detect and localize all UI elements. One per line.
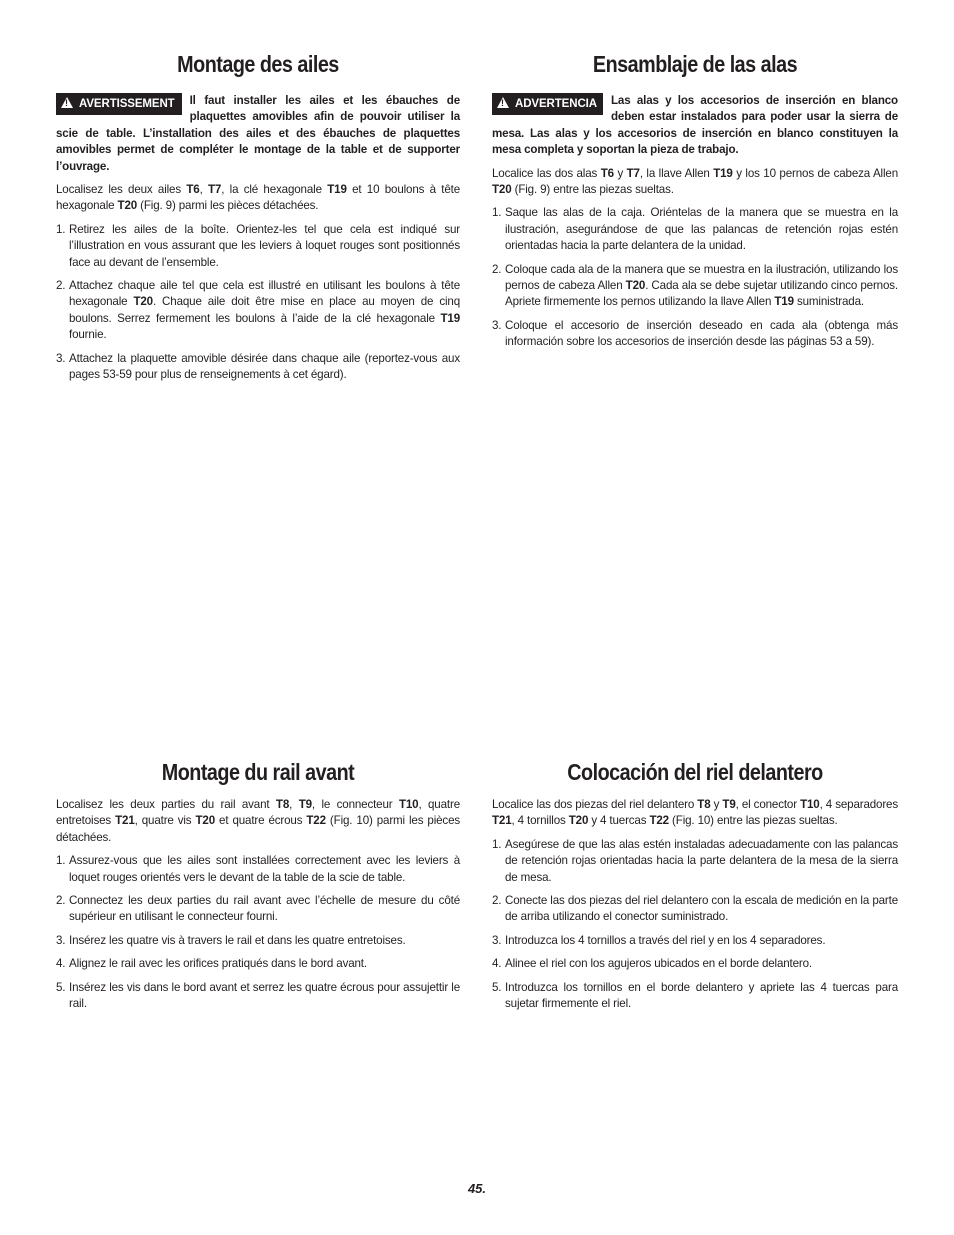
part-code: T19 [440,311,460,325]
warning-badge [492,93,603,115]
text-run: Coloque el accesorio de inserción deseado en cada ala (obtenga más información sobre los accesorios de inserción desde las páginas 53 a 59). [505,318,898,349]
text-run: Localice las dos piezas del riel delantero [492,798,698,811]
text-run: Insérez les vis dans le bord avant et serrez les quatre écrous pour assujettir le rail. [69,980,460,1011]
text-run: Asegúrese de que las alas estén instaladas adecuadamente con las palancas de retención rojas orientadas hacia la parte delantera de la mesa de la sierra de mesa. [505,837,898,884]
part-code: T21 [492,814,512,828]
warning-badge [56,93,182,115]
part-code: T19 [327,183,347,197]
text-run: y los 10 pernos de cabeza Allen [732,166,898,180]
section-title: Montage des ailes [177,51,339,77]
step-item [56,351,460,384]
step-number: 2. [492,262,502,276]
intro-paragraph [56,797,460,846]
warning-block [492,93,898,159]
text-run: Coloque cada ala de la manera que se muestra en la ilustración, utilizando los pernos de cabeza Allen [505,262,898,293]
text-run: y 4 tuercas [588,814,650,828]
part-code: T20 [568,814,589,828]
step-number: 2. [56,279,66,293]
text-run: Connectez les deux parties du rail avant avec l’échelle de mesure du côté supérieur en utilisant le connecteur fourni. [69,894,460,924]
part-code: T8 [275,798,290,811]
part-code: T10 [398,798,419,811]
warning-triangle-icon [61,97,73,108]
step-item [492,205,898,254]
part-code: T19 [713,166,733,180]
step-number: 3. [492,933,502,947]
step-number: 3. [56,933,66,947]
step-item [492,262,898,311]
section-fr-wings [56,50,460,391]
step-number: 4. [492,957,502,971]
part-code: T20 [492,183,512,197]
step-item [56,278,460,344]
text-run: , quatre entretoises [56,798,460,828]
text-run: Saque las alas de la caja. Oriéntelas de la manera que se muestra en la ilustración, asegurándose de que las palancas de retención rojas estén orientadas hacia la parte delantera de la unidad. [505,206,898,253]
text-run: Attachez chaque aile tel que cela est illustré en utilisant les boulons à tête hexagonale [69,279,460,309]
part-code: T20 [195,814,216,828]
intro-paragraph [492,166,898,199]
step-item [492,956,898,972]
step-number: 4. [56,957,66,971]
part-code: T6 [186,183,200,197]
part-code: T7 [626,166,640,180]
part-code: T8 [697,798,711,811]
text-run: . Chaque aile doit être mise en place au moyen de cinq boulons. Serrez fermement les boulons à l’aide de la clé hexagonale [69,295,460,325]
warning-text: Il faut installer les ailes et les ébauches de plaquettes amovibles afin de pouvoir utiliser la scie de table. L’installation des ailes et des ébauches de plaquettes amovibles permet de compléter le montage de la table et de supporter l’ouvrage. [56,94,460,173]
part-code: T22 [306,814,326,828]
warning-text: Las alas y los accesorios de inserción en blanco deben estar instalados para poder usar la sierra de mesa. Las alas y los accesorios de inserción en blanco constituyen la mesa completa y soportan la pieza de trabajo. [492,94,898,157]
text-run: y [613,166,627,180]
intro-paragraph [56,182,460,215]
text-run: Introduzca los tornillos en el borde delantero y apriete las 4 tuercas para sujetar firmemente el riel. [505,980,898,1011]
text-run: . Cada ala se debe sujetar utilizando cinco pernos. Apriete firmemente los pernos utilizando la llave Allen [505,279,898,309]
part-code: T10 [800,798,820,811]
text-run: y [710,798,723,811]
text-run: Retirez les ailes de la boîte. Orientez-les tel que cela est indiqué sur l’illustration en vous assurant que les leviers à loquet rouges sont positionnés face au devant de l’ensemble. [69,222,460,269]
part-code: T7 [208,183,222,197]
part-code: T9 [722,798,736,811]
text-run: Assurez-vous que les ailes sont installées correctement avec les leviers à loquet rouges orientés vers le devant de la table de la scie de table. [69,854,460,884]
text-run: Localisez les deux ailes [56,183,187,197]
text-run: , quatre vis [134,814,196,828]
text-run: Insérez les quatre vis à travers le rail et dans les quatre entretoises. [69,933,406,947]
steps-list [56,853,460,1012]
step-item [56,893,460,926]
part-code: T6 [600,166,614,180]
warning-label: AVERTISSEMENT [79,98,175,110]
text-run: Localice las dos alas [492,166,601,180]
step-item [56,222,460,271]
text-run: Alinee el riel con los agujeros ubicados en el borde delantero. [505,957,813,971]
step-number: 5. [56,980,66,994]
text-run: et 10 boulons à tête hexagonale [56,183,461,213]
text-run: et quatre écrous [215,814,307,828]
step-number: 1. [56,222,66,236]
text-run: , la llave Allen [639,166,714,180]
step-number: 3. [492,318,502,332]
steps-list [492,837,898,1013]
steps-list [56,222,460,384]
part-code: T20 [133,295,153,309]
section-title: Ensamblaje de las alas [592,51,798,77]
step-number: 1. [56,854,66,868]
step-item [492,980,898,1013]
steps-list [492,205,898,350]
part-code: T19 [774,295,794,309]
text-run: , 4 tornillos [511,814,569,828]
section-es-wings [492,50,898,358]
step-item [492,837,898,886]
text-run: Conecte las dos piezas del riel delantero con la escala de medición en la parte de arriba utilizando el conector suministrado. [505,894,898,924]
part-code: T9 [298,798,312,811]
step-item [492,318,898,351]
text-run: Attachez la plaquette amovible désirée dans chaque aile (reportez-vous aux pages 53-59 pour plus de renseignements à cet égard). [69,351,460,382]
text-run: Localisez les deux parties du rail avant [56,798,276,811]
text-run: suministrada. [793,295,864,309]
step-number: 3. [56,351,66,365]
step-number: 1. [492,206,502,220]
text-run: , [199,183,208,197]
text-run: , 4 separadores [819,798,898,811]
step-item [56,853,460,886]
step-number: 1. [492,837,502,851]
section-es-rail [492,758,898,1019]
part-code: T20 [117,199,138,213]
section-title: Colocación del riel delantero [567,759,823,785]
text-run: , [289,798,299,811]
part-code: T20 [625,279,646,293]
text-run: (Fig. 10) entre las piezas sueltas. [668,814,838,828]
text-run: Alignez le rail avec les orifices pratiqués dans le bord avant. [69,957,367,971]
text-run: (Fig. 9) entre las piezas sueltas. [511,183,674,197]
step-number: 2. [56,894,66,908]
part-code: T21 [115,814,135,828]
warning-label: ADVERTENCIA [515,98,597,110]
text-run: (Fig. 10) parmi les pièces détachées. [56,814,461,844]
step-item [56,933,460,949]
step-number: 2. [492,894,502,908]
text-run: (Fig. 9) parmi les pièces détachées. [137,199,319,213]
text-run: , el conector [735,798,801,811]
text-run: Introduzca los 4 tornillos a través del riel y en los 4 separadores. [505,933,826,947]
text-run: , le connecteur [311,798,399,811]
page-number: 45. [467,1181,487,1196]
intro-paragraph [492,797,898,830]
section-title: Montage du rail avant [161,759,355,785]
warning-block [56,93,460,175]
step-number: 5. [492,980,502,994]
warning-triangle-icon [497,97,509,108]
text-run: , la clé hexagonale [221,183,328,197]
step-item [492,933,898,949]
section-fr-rail [56,758,460,1019]
step-item [56,980,460,1013]
text-run: fournie. [69,328,107,342]
step-item [56,956,460,972]
step-item [492,893,898,926]
part-code: T22 [649,814,669,828]
